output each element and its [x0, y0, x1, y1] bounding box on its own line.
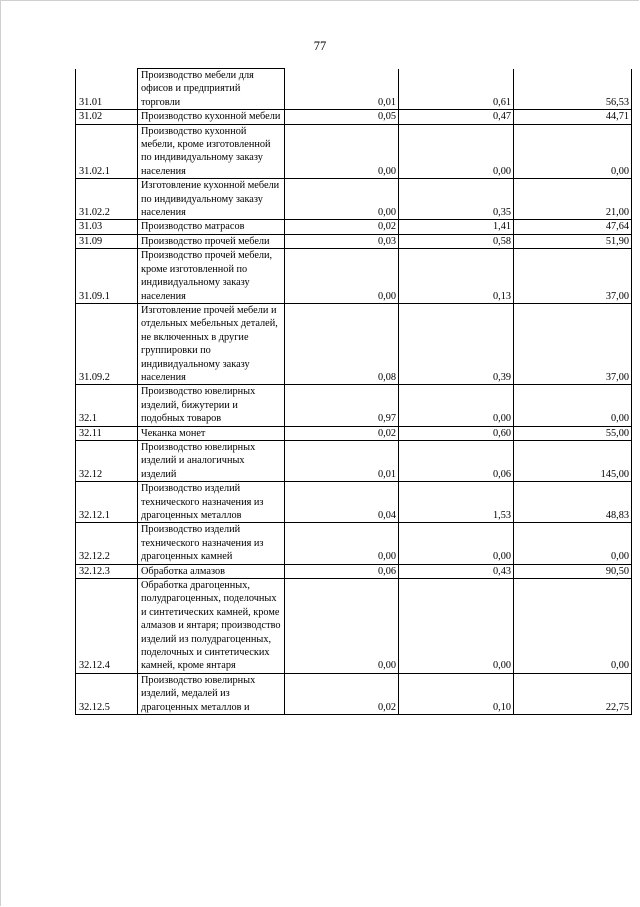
row-name: Производство кухонной мебели, кроме изготовленной по индивидуальному заказу населения [138, 124, 285, 179]
row-value-2: 0,39 [399, 303, 514, 384]
table-row [76, 385, 632, 426]
row-value-2: 0,60 [399, 426, 514, 440]
row-name: Производство изделий технического назначения из драгоценных металлов [138, 482, 285, 523]
row-value-3: 48,83 [514, 482, 632, 523]
table-row [76, 234, 632, 248]
row-value-1: 0,00 [285, 124, 399, 179]
table-row [76, 220, 632, 234]
row-name: Производство кухонной мебели [138, 110, 285, 124]
row-value-3: 0,00 [514, 579, 632, 674]
row-code: 32.12.4 [76, 579, 138, 674]
row-value-3: 145,00 [514, 440, 632, 481]
table-row [76, 673, 632, 714]
row-value-3: 55,00 [514, 426, 632, 440]
row-code: 31.01 [76, 69, 138, 110]
row-name: Производство ювелирных изделий, бижутерии и подобных товаров [138, 385, 285, 426]
row-name: Производство мебели для офисов и предприятий торговли [138, 69, 285, 110]
row-value-1: 0,03 [285, 234, 399, 248]
row-value-1: 0,01 [285, 69, 399, 110]
row-name: Производство ювелирных изделий, медалей из драгоценных металлов и [138, 673, 285, 714]
row-value-2: 0,58 [399, 234, 514, 248]
row-value-2: 1,53 [399, 482, 514, 523]
table-row [76, 249, 632, 304]
row-value-1: 0,06 [285, 564, 399, 578]
row-value-3: 37,00 [514, 303, 632, 384]
row-code: 32.11 [76, 426, 138, 440]
row-value-3: 0,00 [514, 523, 632, 564]
row-name: Обработка драгоценных, полудрагоценных, поделочных и синтетических камней, кроме алмазов и янтаря; производство изделий из полудрагоценных, поделочных и синтетических камней, кроме янтаря [138, 579, 285, 674]
row-value-2: 0,06 [399, 440, 514, 481]
row-name: Производство прочей мебели, кроме изготовленной по индивидуальному заказу населения [138, 249, 285, 304]
row-code: 32.12 [76, 440, 138, 481]
row-value-1: 0,00 [285, 179, 399, 220]
table-row [76, 179, 632, 220]
table-row [76, 69, 632, 110]
table-row [76, 303, 632, 384]
row-code: 31.09.1 [76, 249, 138, 304]
row-code: 31.09 [76, 234, 138, 248]
row-value-2: 1,41 [399, 220, 514, 234]
row-code: 31.03 [76, 220, 138, 234]
row-value-2: 0,00 [399, 523, 514, 564]
row-value-1: 0,04 [285, 482, 399, 523]
row-code: 32.1 [76, 385, 138, 426]
row-value-3: 0,00 [514, 385, 632, 426]
row-value-2: 0,00 [399, 385, 514, 426]
table-body [76, 69, 632, 715]
row-value-3: 47,64 [514, 220, 632, 234]
table-row [76, 482, 632, 523]
row-value-2: 0,35 [399, 179, 514, 220]
row-value-2: 0,10 [399, 673, 514, 714]
row-code: 32.12.5 [76, 673, 138, 714]
row-value-1: 0,01 [285, 440, 399, 481]
row-code: 32.12.1 [76, 482, 138, 523]
table-row [76, 110, 632, 124]
row-code: 32.12.2 [76, 523, 138, 564]
row-value-1: 0,00 [285, 579, 399, 674]
row-value-1: 0,02 [285, 426, 399, 440]
row-name: Производство изделий технического назначения из драгоценных камней [138, 523, 285, 564]
row-value-3: 90,50 [514, 564, 632, 578]
row-name: Обработка алмазов [138, 564, 285, 578]
row-value-1: 0,97 [285, 385, 399, 426]
row-value-1: 0,00 [285, 523, 399, 564]
table-row [76, 124, 632, 179]
row-code: 31.02 [76, 110, 138, 124]
row-value-1: 0,02 [285, 673, 399, 714]
row-value-3: 51,90 [514, 234, 632, 248]
row-value-2: 0,00 [399, 579, 514, 674]
row-value-1: 0,02 [285, 220, 399, 234]
row-code: 31.02.1 [76, 124, 138, 179]
row-code: 32.12.3 [76, 564, 138, 578]
table-row [76, 426, 632, 440]
row-value-2: 0,47 [399, 110, 514, 124]
row-value-2: 0,00 [399, 124, 514, 179]
row-name: Производство матрасов [138, 220, 285, 234]
row-value-3: 56,53 [514, 69, 632, 110]
page-number: 77 [313, 39, 327, 53]
table-row [76, 579, 632, 674]
row-name: Производство ювелирных изделий и аналогичных изделий [138, 440, 285, 481]
row-value-2: 0,43 [399, 564, 514, 578]
row-code: 31.02.2 [76, 179, 138, 220]
row-value-2: 0,13 [399, 249, 514, 304]
row-name: Производство прочей мебели [138, 234, 285, 248]
row-value-3: 21,00 [514, 179, 632, 220]
row-name: Чеканка монет [138, 426, 285, 440]
row-name: Изготовление прочей мебели и отдельных мебельных деталей, не включенных в другие группировки по индивидуальному заказу населения [138, 303, 285, 384]
row-value-3: 22,75 [514, 673, 632, 714]
table-row [76, 564, 632, 578]
row-code: 31.09.2 [76, 303, 138, 384]
row-value-1: 0,00 [285, 249, 399, 304]
table-row [76, 523, 632, 564]
table-row [76, 440, 632, 481]
row-value-3: 44,71 [514, 110, 632, 124]
row-value-3: 0,00 [514, 124, 632, 179]
row-value-3: 37,00 [514, 249, 632, 304]
row-value-2: 0,61 [399, 69, 514, 110]
data-table [75, 68, 632, 715]
row-value-1: 0,05 [285, 110, 399, 124]
row-value-1: 0,08 [285, 303, 399, 384]
row-name: Изготовление кухонной мебели по индивидуальному заказу населения [138, 179, 285, 220]
